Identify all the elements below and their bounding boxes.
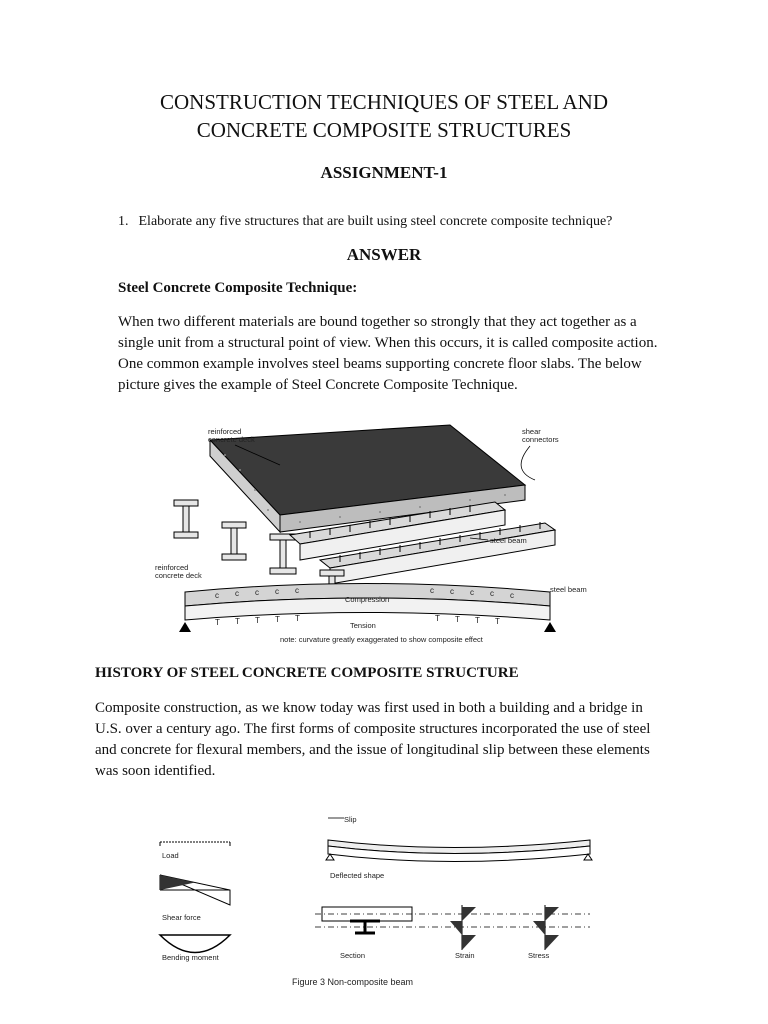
label-compression: Compression bbox=[345, 595, 390, 604]
t-mark: T bbox=[235, 617, 240, 626]
t-mark: T bbox=[435, 614, 440, 623]
answer-heading: ANSWER bbox=[346, 245, 422, 264]
label-shear-2: connectors bbox=[522, 435, 559, 444]
c-mark: c bbox=[470, 588, 474, 597]
c-mark: c bbox=[430, 586, 434, 595]
figure1-note: note: curvature greatly exaggerated to show composite effect bbox=[280, 635, 483, 644]
t-mark: T bbox=[255, 616, 260, 625]
paragraph-line: Composite construction, as we know today was first used in both a building and a bridge in bbox=[95, 700, 643, 716]
support-left bbox=[179, 622, 191, 632]
label-tension: Tension bbox=[350, 621, 376, 630]
t-mark: T bbox=[495, 617, 500, 626]
document-title-line-1: CONSTRUCTION TECHNIQUES OF STEEL AND bbox=[159, 90, 608, 114]
label-deck-bottom-2: concrete deck bbox=[155, 571, 202, 580]
label-load: Load bbox=[162, 851, 179, 860]
section1-heading: Steel Concrete Composite Technique: bbox=[118, 280, 358, 296]
label-shear-1: shear bbox=[522, 427, 541, 436]
label-deck-top-1: reinforced bbox=[208, 427, 242, 436]
t-mark: T bbox=[455, 615, 460, 624]
figure3-caption: Figure 3 Non-composite beam bbox=[292, 977, 414, 987]
document-title-line-2: CONCRETE COMPOSITE STRUCTURES bbox=[196, 118, 572, 142]
label-section: Section bbox=[340, 951, 366, 960]
question-item bbox=[118, 214, 612, 230]
question-number: 1. bbox=[118, 214, 129, 229]
label-strain: Strain bbox=[455, 951, 475, 960]
t-mark: T bbox=[475, 616, 480, 625]
paragraph-line: One common example involves steel beams supporting concrete floor slabs. The below bbox=[118, 356, 642, 372]
non-composite-beam-figure bbox=[150, 810, 610, 990]
label-steel-beam-2: steel beam bbox=[550, 585, 587, 594]
label-stress: Stress bbox=[528, 951, 550, 960]
section2-paragraph bbox=[95, 698, 695, 782]
paragraph-line: single unit from a structural point of view. When this occurs, it is called composite action. bbox=[118, 335, 658, 351]
label-deflected-shape: Deflected shape bbox=[330, 871, 385, 880]
c-mark: c bbox=[450, 587, 454, 596]
paragraph-line: When two different materials are bound together so strongly that they act together as a bbox=[118, 314, 637, 330]
support-right bbox=[544, 622, 556, 632]
label-deck-bottom-1: reinforced bbox=[155, 563, 189, 572]
section2-heading: HISTORY OF STEEL CONCRETE COMPOSITE STRUCTURE bbox=[95, 665, 519, 681]
paragraph-line: was soon identified. bbox=[95, 763, 216, 779]
label-slip: Slip bbox=[344, 815, 357, 824]
paragraph-line: and concrete for flexural members, and the issue of longitudinal slip between these elements bbox=[95, 742, 650, 758]
c-mark: c bbox=[235, 589, 239, 598]
c-mark: c bbox=[255, 588, 259, 597]
label-shear-force: Shear force bbox=[162, 913, 201, 922]
paragraph-line: U.S. over a century ago. The first forms of composite structures incorporated the use of steel bbox=[95, 721, 651, 737]
label-bending-moment: Bending moment bbox=[162, 953, 219, 962]
c-mark: c bbox=[295, 586, 299, 595]
composite-deck-figure bbox=[150, 410, 620, 650]
section1-paragraph bbox=[118, 312, 678, 396]
question-text: Elaborate any five structures that are built using steel concrete composite technique? bbox=[138, 214, 613, 229]
c-mark: c bbox=[215, 591, 219, 600]
assignment-heading: ASSIGNMENT-1 bbox=[320, 163, 448, 182]
t-mark: T bbox=[215, 618, 220, 627]
c-mark: c bbox=[275, 587, 279, 596]
t-mark: T bbox=[275, 615, 280, 624]
label-deck-top-2: concrete deck bbox=[208, 435, 255, 444]
label-steel-beam: steel beam bbox=[490, 536, 527, 545]
c-mark: c bbox=[490, 589, 494, 598]
t-mark: T bbox=[295, 614, 300, 623]
c-mark: c bbox=[510, 591, 514, 600]
paragraph-line: picture gives the example of Steel Concrete Composite Technique. bbox=[118, 377, 518, 393]
